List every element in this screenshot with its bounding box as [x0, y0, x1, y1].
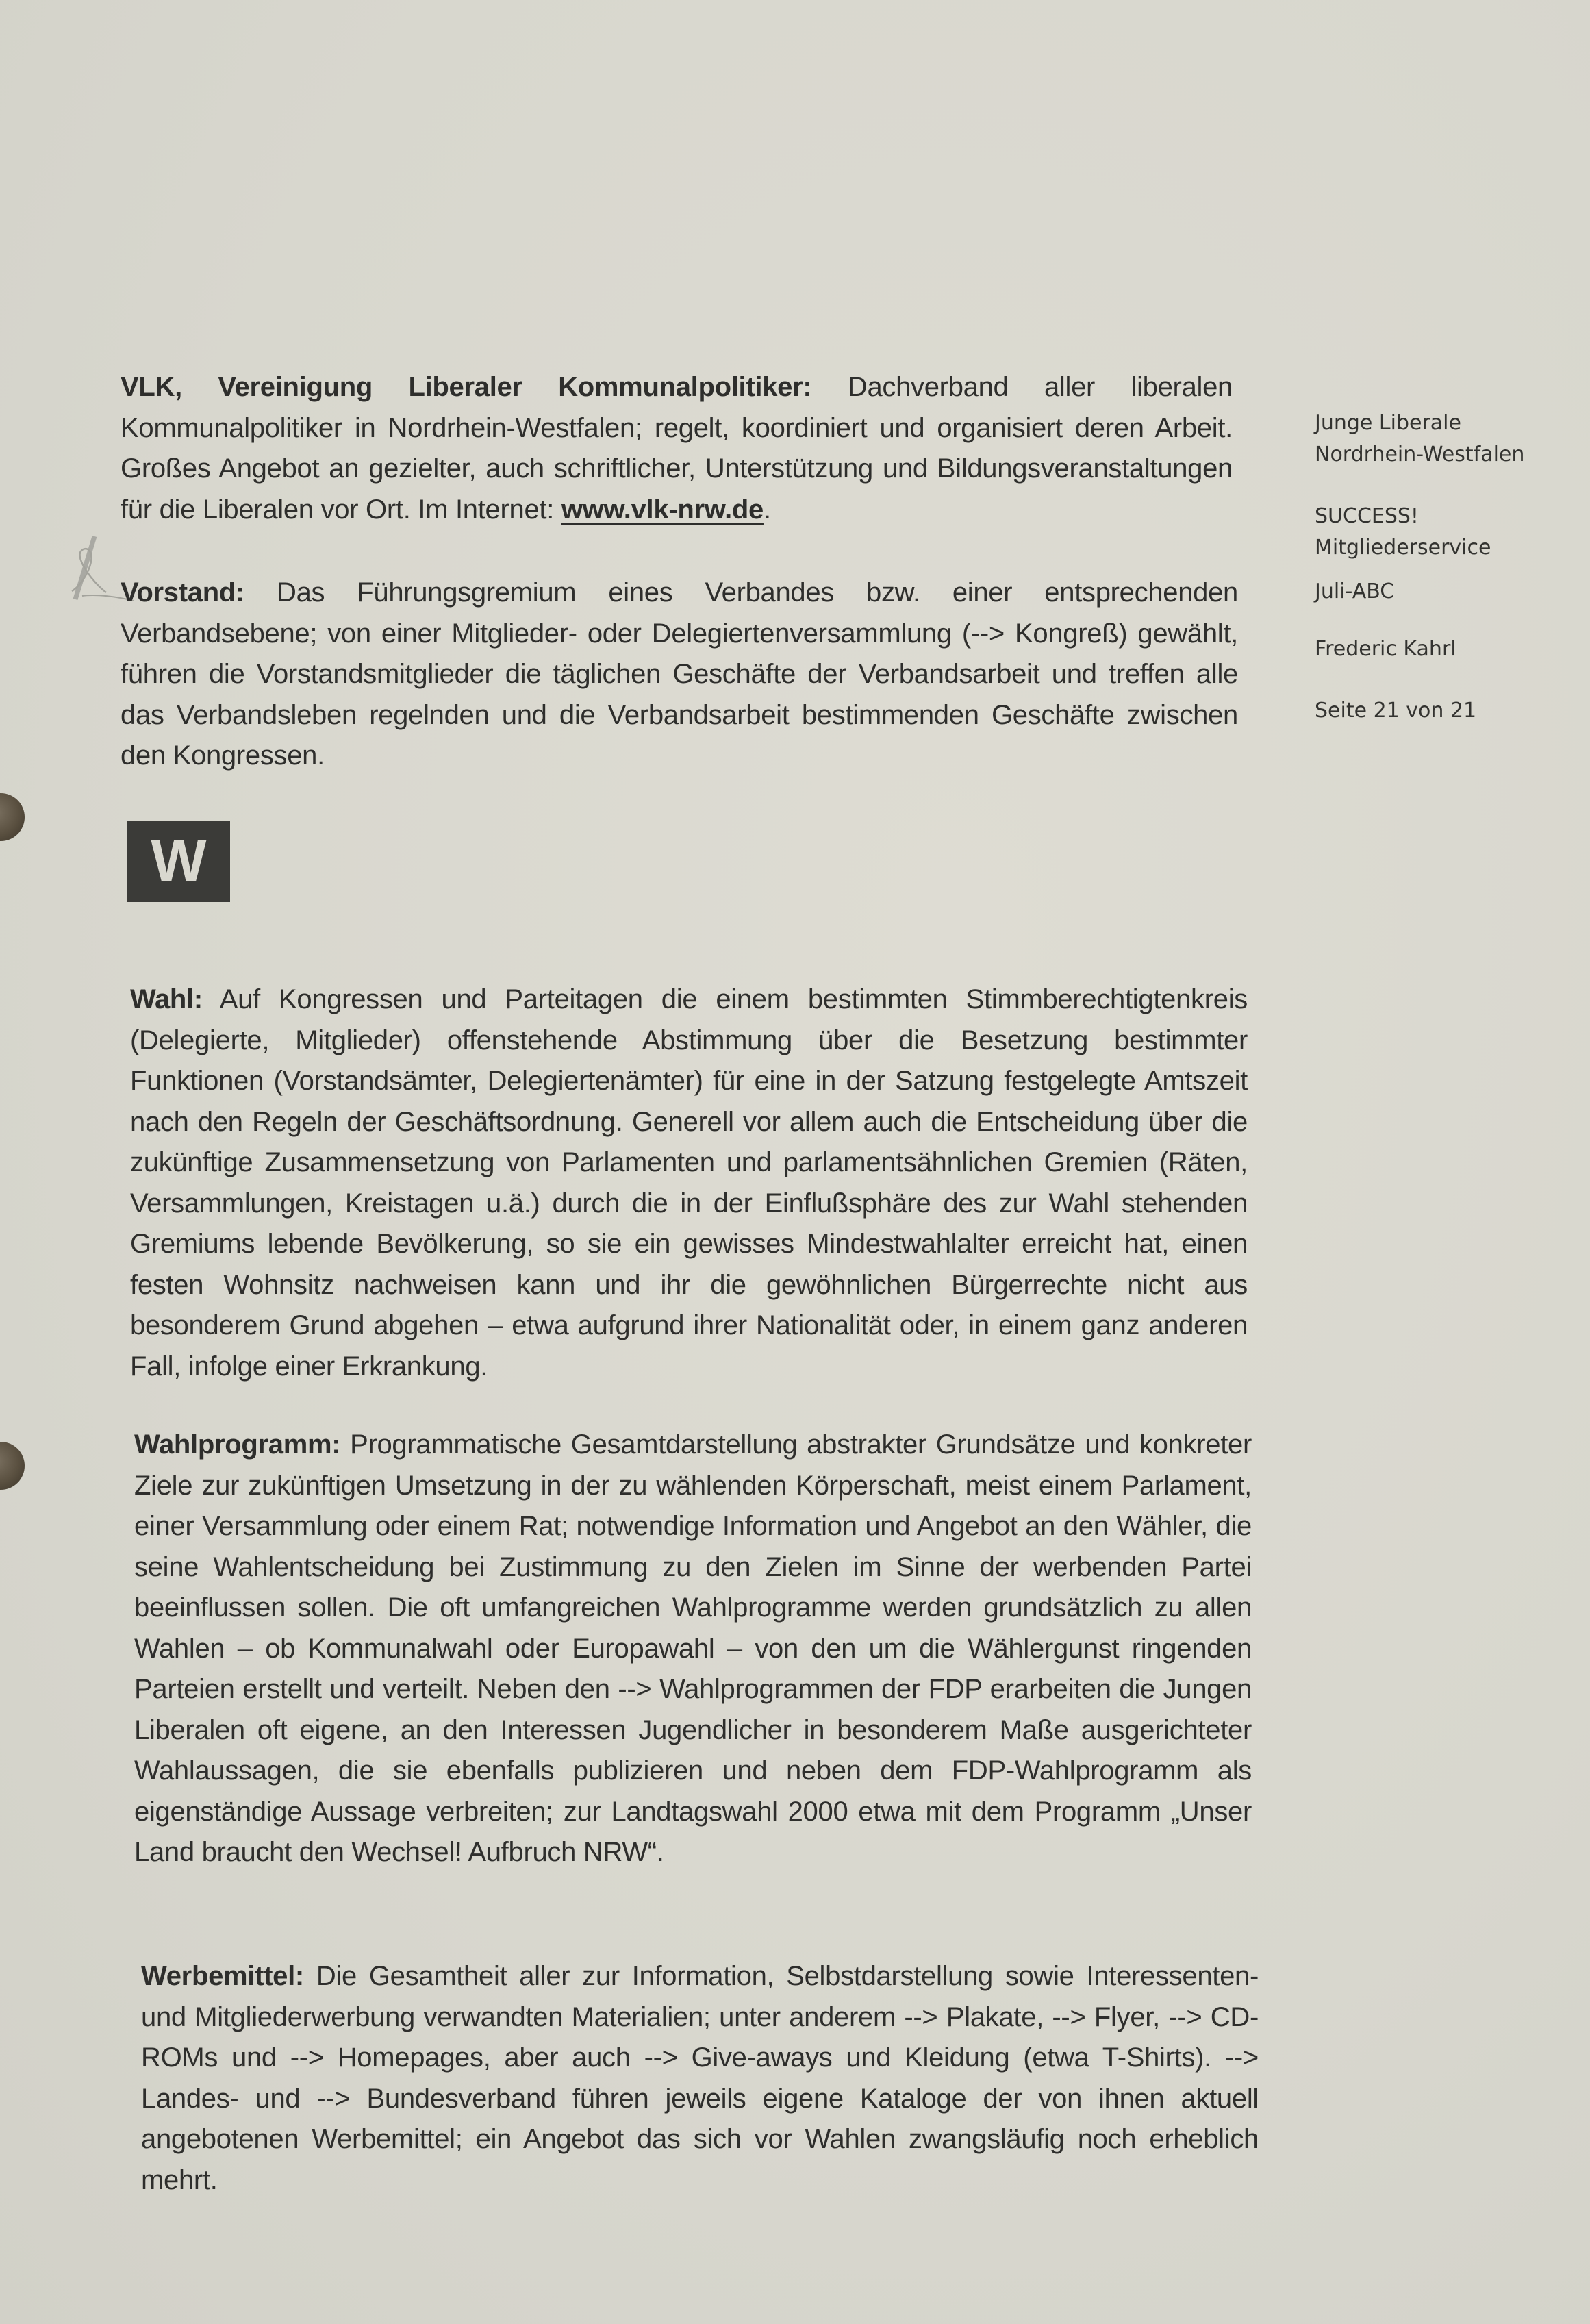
page-indicator: Seite 21 von 21 [1315, 699, 1477, 723]
entry-term: VLK, Vereinigung Liberaler Kommunalpolitiker: [121, 372, 812, 402]
glossary-entry-wahl [130, 979, 1248, 1387]
section-letter-heading: W [127, 821, 230, 902]
entry-text: Das Führungsgremium eines Verbandes bzw. einer entsprechenden Verbandsebene; von einer Mitglieder- oder Delegiertenversammlung (--> Kongreß) gewählt, führen die Vorstandsmitglieder die täglichen Geschäfte der Verbandsarbeit und treffen alle das Verbandsleben regelnden und die Verbandsarbeit bestimmenden Geschäfte zwischen den Kongressen. [121, 577, 1238, 771]
org-name-line1: Junge Liberale [1315, 411, 1461, 435]
entry-term: Wahl: [130, 984, 203, 1014]
vlk-website-link[interactable]: www.vlk-nrw.de [561, 494, 764, 525]
entry-term: Vorstand: [121, 577, 245, 608]
document-title: Juli-ABC [1315, 579, 1395, 603]
org-name-line2: Nordrhein-Westfalen [1315, 442, 1525, 466]
glossary-entry-vlk [121, 367, 1233, 530]
entry-text: Die Gesamtheit aller zur Information, Selbstdarstellung sowie Interessenten- und Mitgliederwerbung verwandten Materialien; unter anderem --> Plakate, --> Flyer, --> CD-ROMs und --> Homepages, aber auch --> Give-aways und Kleidung (etwa T-Shirts). --> Landes- und --> Bundesverband führen jeweils eigene Kataloge der von ihnen aktuell angebotenen Werbemittel; ein Angebot das sich vor Wahlen zwangsläufig noch erheblich mehrt. [141, 1961, 1259, 2195]
author-name: Frederic Kahrl [1315, 637, 1456, 661]
product-name-line2: Mitgliederservice [1315, 536, 1491, 560]
entry-term: Werbemittel: [141, 1961, 304, 1991]
entry-text: Programmatische Gesamtdarstellung abstrakter Grundsätze und konkreter Ziele zur zukünftigen Umsetzung in der zu wählenden Körperschaft, meist einem Parlament, einer Versammlung oder einem Rat; notwendige Information und Angebot an den Wähler, die seine Wahlentscheidung bei Zustimmung zu den Zielen im Sinne der werbenden Partei beeinflussen sollen. Die oft umfangreichen Wahlprogramme werden grundsätzlich zu allen Wahlen – ob Kommunalwahl oder Europawahl – von den um die Wählergunst ringenden Parteien erstellt und verteilt. Neben den --> Wahlprogrammen der FDP erarbeiten die Jungen Liberalen oft eigene, an den Interessen Jugendlicher in besonderem Maße ausgerichteter Wahlaussagen, die sie ebenfalls publizieren und neben dem FDP-Wahlprogramm als eigenständige Aussage verbreiten; zur Landtagswahl 2000 etwa mit dem Programm „Unser Land braucht den Wechsel! Aufbruch NRW“. [134, 1429, 1252, 1867]
entry-text: Auf Kongressen und Parteitagen die einem bestimmten Stimmberechtigtenkreis (Delegierte, Mitglieder) offenstehende Abstimmung über die Besetzung bestimmter Funktionen (Vorstandsämter, Delegiertenämter) für eine in der Satzung festgelegte Amtszeit nach den Regeln der Geschäftsordnung. Generell vor allem auch die Entscheidung über die zukünftige Zusammensetzung von Parlamenten und parlamentsähnlichen Gremien (Räten, Versammlungen, Kreistagen u.ä.) durch die in der Einflußsphäre des zur Wahl stehenden Gremiums lebende Bevölkerung, so sie ein gewisses Mindestwahlalter erreicht hat, einen festen Wohnsitz nachweisen kann und ihr die gewöhnlichen Bürgerrechte nicht aus besonderem Grund abgehen – etwa aufgrund ihrer Nationalität oder, in einem ganz anderen Fall, infolge einer Erkrankung. [130, 984, 1248, 1382]
glossary-entry-werbemittel [141, 1956, 1259, 2201]
punch-hole [0, 793, 25, 841]
product-name-line1: SUCCESS! [1315, 504, 1419, 528]
glossary-entry-vorstand [121, 573, 1238, 777]
glossary-entry-wahlprogramm [134, 1425, 1252, 1873]
entry-text: Dachverband aller liberalen Kommunalpolitiker in Nordrhein-Westfalen; regelt, koordiniert und organisiert deren Arbeit. Großes Angebot an gezielter, auch schriftlicher, Unterstützung und Bildungsveranstaltungen für die Liberalen vor Ort. Im Internet: [121, 372, 1233, 525]
entry-punctuation: . [763, 494, 771, 525]
punch-hole [0, 1442, 25, 1490]
entry-term: Wahlprogramm: [134, 1429, 341, 1460]
